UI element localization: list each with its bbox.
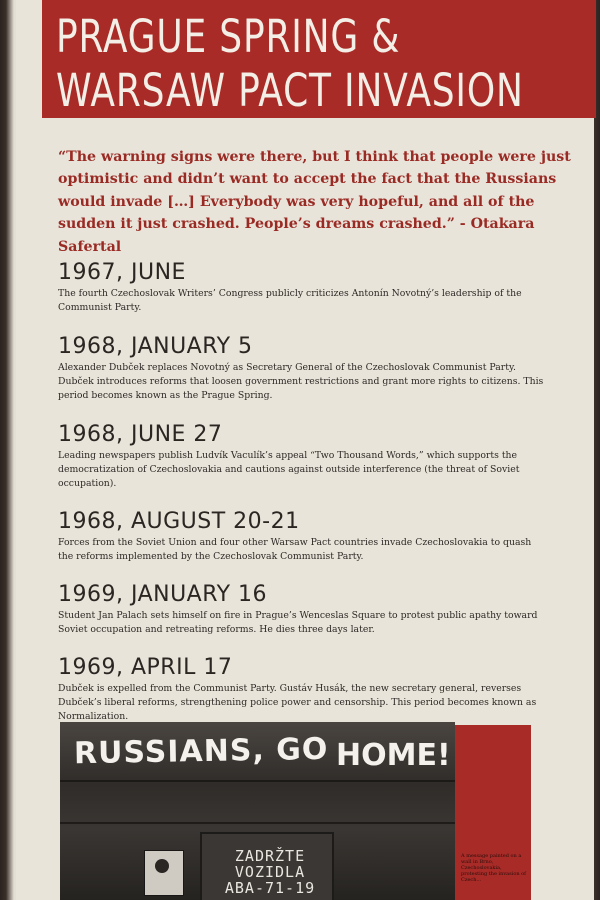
wall-plank-line bbox=[60, 822, 455, 824]
event-date: 1969, APRIL 17 bbox=[58, 655, 233, 680]
event-description: The fourth Czechoslovak Writers’ Congress publicly criticizes Antonín Novotný’s leadership of the Communist Party. bbox=[58, 288, 522, 313]
event-date: 1968, AUGUST 20-21 bbox=[58, 509, 300, 534]
graffiti-text-right: HOME! bbox=[336, 738, 451, 773]
event-description: Student Jan Palach sets himself on fire in Prague’s Wenceslas Square to protest public apathy toward Soviet occupation and retreating reforms. He dies three days later. bbox=[58, 610, 538, 635]
event-description: Dubček is expelled from the Communist Party. Gustáv Husák, the new secretary general, reverses Dubček’s liberal reforms, strengthening police power and censorship. This period becomes known as Normalization. bbox=[58, 683, 537, 722]
chalk-line: ZADRŽTE bbox=[234, 847, 306, 865]
chalk-line: ABA-71-19 bbox=[224, 879, 316, 897]
event-description: Alexander Dubček replaces Novotný as Secretary General of the Czechoslovak Communist Party. Dubček introduces reforms that loosen government restrictions and grant more rights to citizens. This period becomes known as the Prague Spring. bbox=[58, 362, 544, 401]
event-date: 1968, JUNE 27 bbox=[58, 422, 223, 447]
title-line-1: PRAGUE SPRING & bbox=[56, 10, 401, 63]
event-description: Leading newspapers publish Ludvík Vaculík’s appeal “Two Thousand Words,” which supports the democratization of Czechoslovakia and cautions against outside interference (the threat of Soviet occupation). bbox=[58, 450, 520, 489]
chalk-writing bbox=[210, 848, 330, 896]
event-description: Forces from the Soviet Union and four other Warsaw Pact countries invade Czechoslovakia to quash the reforms implemented by the Czechoslovak Communist Party. bbox=[58, 537, 532, 562]
wall-sign bbox=[144, 850, 184, 896]
quote-text: “The warning signs were there, but I think that people were just optimistic and didn’t want to accept the fact that the Russians would invade […] Everybody was very hopeful, and all of the sudden it just crashed. People’s dreams crashed.” - Otakara Safertal bbox=[58, 149, 571, 255]
title-banner bbox=[42, 0, 596, 118]
graffiti-photo bbox=[60, 722, 455, 900]
caption-box bbox=[455, 725, 531, 900]
event-date: 1969, JANUARY 16 bbox=[58, 582, 268, 607]
photo-caption: A message painted on a wall in Brno, Czechoslovakia, protesting the invasion of Czech... bbox=[461, 853, 527, 883]
event-date: 1967, JUNE bbox=[58, 260, 186, 285]
title-line-2: WARSAW PACT INVASION bbox=[56, 64, 524, 117]
graffiti-text-left: RUSSIANS, GO bbox=[73, 731, 329, 772]
chalk-line: VOZIDLA bbox=[234, 863, 306, 881]
event-date: 1968, JANUARY 5 bbox=[58, 334, 253, 359]
wall-plank-line bbox=[60, 780, 455, 782]
